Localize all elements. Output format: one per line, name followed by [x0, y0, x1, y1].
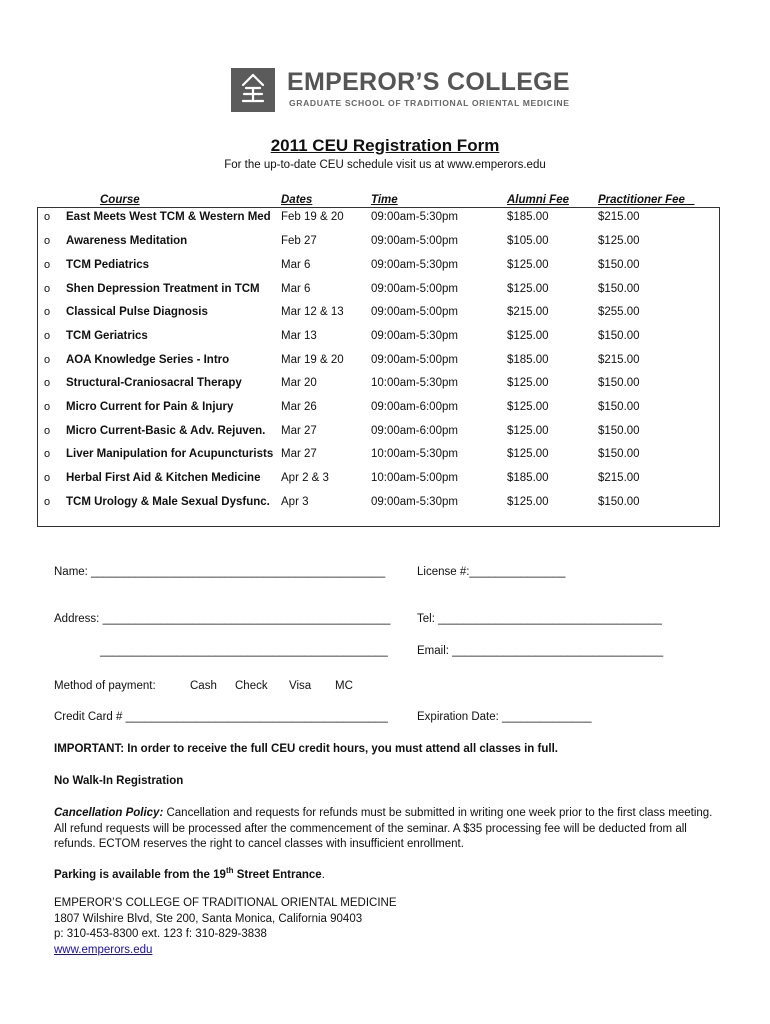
course-practitioner-fee: $150.00 — [598, 448, 640, 460]
course-time: 09:00am-5:30pm — [371, 211, 458, 223]
course-alumni-fee: $215.00 — [507, 306, 549, 318]
course-name: East Meets West TCM & Western Med — [66, 211, 271, 223]
course-time: 09:00am-5:30pm — [371, 330, 458, 342]
name-field[interactable]: Name: ______________________________________________ — [54, 566, 386, 578]
row-checkbox-bullet[interactable]: o — [44, 306, 51, 318]
course-name: Classical Pulse Diagnosis — [66, 306, 208, 318]
course-practitioner-fee: $150.00 — [598, 401, 640, 413]
course-time: 09:00am-5:00pm — [371, 235, 458, 247]
course-name: Awareness Meditation — [66, 235, 188, 247]
cancellation-policy — [54, 806, 720, 853]
course-dates: Mar 19 & 20 — [281, 354, 344, 366]
address-line-3: p: 310-453-8300 ext. 123 f: 310-829-3838 — [54, 928, 267, 941]
course-time: 09:00am-5:00pm — [371, 354, 458, 366]
course-time: 09:00am-6:00pm — [371, 401, 458, 413]
course-practitioner-fee: $150.00 — [598, 496, 640, 508]
course-practitioner-fee: $150.00 — [598, 259, 640, 271]
credit-card-field[interactable]: Credit Card # _________________________________________ — [54, 711, 388, 723]
payment-option-cash[interactable]: Cash — [190, 680, 217, 692]
header-course: Course — [100, 194, 140, 206]
row-checkbox-bullet[interactable]: o — [44, 448, 51, 460]
course-name: Structural-Craniosacral Therapy — [66, 377, 242, 389]
payment-option-mc[interactable]: MC — [335, 680, 353, 692]
row-checkbox-bullet[interactable]: o — [44, 235, 51, 247]
course-dates: Mar 6 — [281, 283, 311, 295]
course-time: 09:00am-5:30pm — [371, 496, 458, 508]
course-dates: Mar 20 — [281, 377, 317, 389]
course-time: 10:00am-5:30pm — [371, 377, 458, 389]
course-name: Shen Depression Treatment in TCM — [66, 283, 260, 295]
course-dates: Mar 27 — [281, 425, 317, 437]
college-logo — [231, 68, 570, 112]
header-time: Time — [371, 194, 398, 206]
payment-option-check[interactable]: Check — [235, 680, 268, 692]
course-name: TCM Urology & Male Sexual Dysfunc. — [66, 496, 270, 508]
row-checkbox-bullet[interactable]: o — [44, 401, 51, 413]
course-alumni-fee: $125.00 — [507, 283, 549, 295]
course-time: 09:00am-6:00pm — [371, 425, 458, 437]
course-alumni-fee: $185.00 — [507, 211, 549, 223]
logo-subtitle: GRADUATE SCHOOL OF TRADITIONAL ORIENTAL MEDICINE — [289, 98, 570, 108]
row-checkbox-bullet[interactable]: o — [44, 425, 51, 437]
course-dates: Feb 27 — [281, 235, 317, 247]
row-checkbox-bullet[interactable]: o — [44, 330, 51, 342]
course-alumni-fee: $125.00 — [507, 425, 549, 437]
form-subtitle: For the up-to-date CEU schedule visit us at www.emperors.edu — [224, 159, 546, 171]
parking-text-post: Street Entrance — [233, 869, 322, 881]
course-dates: Mar 13 — [281, 330, 317, 342]
course-alumni-fee: $185.00 — [507, 472, 549, 484]
header-practitioner-fee: Practitioner Fee _ — [598, 194, 695, 206]
course-name: Liver Manipulation for Acupuncturists — [66, 448, 274, 460]
course-name: Micro Current for Pain & Injury — [66, 401, 234, 413]
course-alumni-fee: $125.00 — [507, 496, 549, 508]
course-time: 10:00am-5:30pm — [371, 448, 458, 460]
no-walkin-note: No Walk-In Registration — [54, 775, 184, 787]
address-block — [54, 896, 720, 959]
address-line-2: 1807 Wilshire Blvd, Ste 200, Santa Monica, California 90403 — [54, 912, 363, 925]
course-practitioner-fee: $150.00 — [598, 425, 640, 437]
course-dates: Mar 12 & 13 — [281, 306, 344, 318]
course-alumni-fee: $125.00 — [507, 259, 549, 271]
row-checkbox-bullet[interactable]: o — [44, 354, 51, 366]
course-practitioner-fee: $255.00 — [598, 306, 640, 318]
course-practitioner-fee: $125.00 — [598, 235, 640, 247]
cancellation-policy-text: Cancellation and requests for refunds must be submitted in writing one week prior to the first class meeting. All refund requests will be processed after the commencement of the seminar. A $35 processing fee will be deducted from all refunds. ECTOM reserves the right to cancel classes with insufficient enrollment. — [54, 807, 713, 851]
logo-name: EMPEROR’S COLLEGE — [287, 68, 570, 96]
course-alumni-fee: $185.00 — [507, 354, 549, 366]
license-field[interactable]: License #:_______________ — [417, 566, 566, 578]
course-alumni-fee: $105.00 — [507, 235, 549, 247]
course-time: 09:00am-5:00pm — [371, 306, 458, 318]
important-note: IMPORTANT: In order to receive the full CEU credit hours, you must attend all classes in full. — [54, 743, 558, 755]
course-practitioner-fee: $150.00 — [598, 377, 640, 389]
row-checkbox-bullet[interactable]: o — [44, 211, 51, 223]
course-dates: Feb 19 & 20 — [281, 211, 344, 223]
row-checkbox-bullet[interactable]: o — [44, 259, 51, 271]
cancellation-policy-label: Cancellation Policy: — [54, 807, 164, 819]
course-alumni-fee: $125.00 — [507, 330, 549, 342]
parking-note — [54, 868, 720, 884]
course-dates: Apr 3 — [281, 496, 309, 508]
course-practitioner-fee: $215.00 — [598, 211, 640, 223]
row-checkbox-bullet[interactable]: o — [44, 283, 51, 295]
row-checkbox-bullet[interactable]: o — [44, 496, 51, 508]
course-practitioner-fee: $150.00 — [598, 283, 640, 295]
expiration-date-field[interactable]: Expiration Date: ______________ — [417, 711, 592, 723]
payment-method-label: Method of payment: — [54, 680, 156, 692]
course-practitioner-fee: $150.00 — [598, 330, 640, 342]
course-name: Herbal First Aid & Kitchen Medicine — [66, 472, 261, 484]
course-name: Micro Current-Basic & Adv. Rejuven. — [66, 425, 266, 437]
course-time: 09:00am-5:00pm — [371, 283, 458, 295]
row-checkbox-bullet[interactable]: o — [44, 377, 51, 389]
website-link[interactable]: www.emperors.edu — [54, 944, 153, 957]
course-dates: Mar 27 — [281, 448, 317, 460]
address-field[interactable]: Address: _____________________________________________ — [54, 613, 391, 625]
address-line2-field[interactable]: _____________________________________________ — [100, 645, 388, 657]
tel-field[interactable]: Tel: ___________________________________ — [417, 613, 662, 625]
parking-text-end: . — [321, 869, 325, 881]
parking-text-sup: th — [225, 866, 234, 876]
course-name: TCM Pediatrics — [66, 259, 150, 271]
course-name: AOA Knowledge Series - Intro — [66, 354, 230, 366]
course-dates: Mar 6 — [281, 259, 311, 271]
payment-option-visa[interactable]: Visa — [289, 680, 312, 692]
course-dates: Mar 26 — [281, 401, 317, 413]
course-practitioner-fee: $215.00 — [598, 472, 640, 484]
course-alumni-fee: $125.00 — [507, 448, 549, 460]
course-time: 10:00am-5:00pm — [371, 472, 458, 484]
parking-text-pre: Parking is available from the 19 — [54, 869, 226, 881]
course-name: TCM Geriatrics — [66, 330, 148, 342]
course-dates: Apr 2 & 3 — [281, 472, 329, 484]
course-practitioner-fee: $215.00 — [598, 354, 640, 366]
course-alumni-fee: $125.00 — [507, 377, 549, 389]
form-title: 2011 CEU Registration Form — [270, 136, 500, 155]
row-checkbox-bullet[interactable]: o — [44, 472, 51, 484]
email-field[interactable]: Email: _________________________________ — [417, 645, 664, 657]
course-time: 09:00am-5:30pm — [371, 259, 458, 271]
header-dates: Dates — [281, 194, 313, 206]
course-alumni-fee: $125.00 — [507, 401, 549, 413]
logo-mark-icon — [231, 68, 275, 112]
address-line-1: EMPEROR’S COLLEGE OF TRADITIONAL ORIENTAL MEDICINE — [54, 897, 397, 909]
header-alumni-fee: Alumni Fee — [507, 194, 569, 206]
